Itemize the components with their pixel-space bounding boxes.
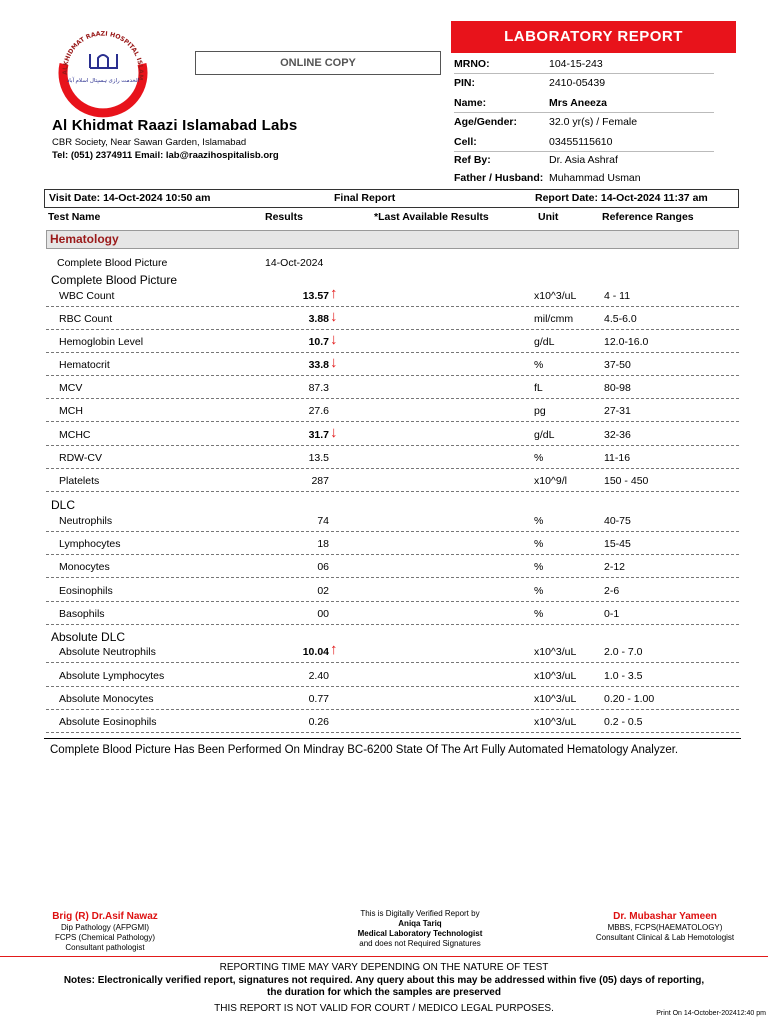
- test-name: MCHC: [59, 429, 91, 441]
- table-row: [46, 333, 739, 353]
- col-unit: Unit: [538, 211, 559, 223]
- test-name: RBC Count: [59, 313, 113, 325]
- test-result: 18: [317, 538, 329, 550]
- reference-range: 2.0 - 7.0: [604, 646, 643, 658]
- test-unit: %: [534, 452, 544, 464]
- reference-range: 12.0-16.0: [604, 336, 649, 348]
- test-result: 10.04: [302, 646, 329, 658]
- test-result: 287: [311, 475, 329, 487]
- report-date: Report Date: 14-Oct-2024 11:37 am: [535, 192, 708, 204]
- patient-name: Mrs Aneeza: [549, 97, 607, 109]
- divider: [44, 738, 741, 739]
- test-name: Hemoglobin Level: [59, 336, 144, 348]
- table-row: [46, 356, 739, 376]
- pin-label: PIN:: [454, 77, 475, 89]
- table-row: [46, 558, 739, 578]
- group-cbp: Complete Blood Picture: [51, 273, 178, 287]
- sample-date: 14-Oct-2024: [265, 257, 324, 269]
- table-row: [46, 713, 739, 733]
- signatory-left-qual2: FCPS (Chemical Pathology): [54, 933, 156, 942]
- test-name: Hematocrit: [59, 359, 110, 371]
- test-unit: x10^3/uL: [534, 693, 577, 705]
- test-result: 74: [317, 515, 329, 527]
- table-row: [46, 310, 739, 330]
- test-name: WBC Count: [59, 290, 115, 302]
- test-name: Absolute Monocytes: [59, 693, 154, 705]
- table-row: [46, 512, 739, 532]
- signatory-left-title: Consultant pathologist: [65, 943, 145, 952]
- arrow-up-icon: ↑: [330, 285, 338, 302]
- test-result: 33.8: [308, 359, 329, 371]
- arrow-up-icon: ↑: [330, 641, 338, 658]
- signatory-right-qual: MBBS, FCPS(HAEMATOLOGY): [607, 923, 723, 932]
- test-unit: %: [534, 515, 544, 527]
- test-name: Lymphocytes: [59, 538, 121, 550]
- footer-notes-line1: Notes: Electronically verified report, signatures not required. Any query about this may be addressed within five (05) days of reporting,: [63, 975, 705, 986]
- test-result: 00: [317, 608, 329, 620]
- reference-range: 2-6: [604, 585, 620, 597]
- table-row: [46, 582, 739, 602]
- report-status: Final Report: [334, 192, 396, 204]
- age-gender-label: Age/Gender:: [454, 116, 518, 128]
- lab-address: CBR Society, Near Sawan Garden, Islamabad: [52, 137, 247, 148]
- col-test-name: Test Name: [48, 211, 101, 223]
- ref-by-label: Ref By:: [454, 154, 491, 166]
- logo-ring-text: ALKHIDMAT RAAZI HOSPITAL ISLAM: [61, 30, 145, 81]
- test-name: Monocytes: [59, 561, 110, 573]
- reference-range: 0-1: [604, 608, 620, 620]
- visit-info-bar: [44, 189, 739, 208]
- test-result: 87.3: [308, 382, 329, 394]
- test-unit: fL: [534, 382, 543, 394]
- test-name: Neutrophils: [59, 515, 113, 527]
- signatory-right-title: Consultant Clinical & Lab Hemotologist: [595, 933, 735, 942]
- test-unit: %: [534, 538, 544, 550]
- arrow-down-icon: ↓: [330, 424, 338, 441]
- verify-line1: This is Digitally Verified Report by: [360, 909, 480, 918]
- test-result: 06: [317, 561, 329, 573]
- test-result: 27.6: [308, 405, 329, 417]
- test-unit: %: [534, 561, 544, 573]
- group-dlc: DLC: [51, 498, 76, 512]
- footer-notes: [0, 975, 768, 999]
- reference-range: 32-36: [604, 429, 631, 441]
- pin-value: 2410-05439: [549, 77, 606, 89]
- lab-contact: Tel: (051) 2374911 Email: lab@raazihospitalisb.org: [52, 150, 279, 161]
- test-name: MCH: [59, 405, 83, 417]
- test-name: Absolute Lymphocytes: [59, 670, 165, 682]
- test-result: 02: [317, 585, 329, 597]
- reference-range: 4.5-6.0: [604, 313, 637, 325]
- test-unit: %: [534, 608, 544, 620]
- logo-urdu-text: الخدمت رازی ہسپتال اسلام آباد: [66, 78, 140, 84]
- group-absolute-dlc: Absolute DLC: [51, 630, 126, 644]
- verifier-name: Aniqa Tariq: [398, 919, 442, 928]
- sample-label: Complete Blood Picture: [57, 257, 168, 269]
- table-row: [46, 535, 739, 555]
- test-result: 13.57: [302, 290, 329, 302]
- test-unit: g/dL: [534, 336, 555, 348]
- col-last-results: *Last Available Results: [374, 211, 489, 223]
- lab-name: Al Khidmat Raazi Islamabad Labs: [52, 117, 298, 134]
- test-name: Platelets: [59, 475, 100, 487]
- online-copy-label: ONLINE COPY: [195, 51, 441, 75]
- arrow-down-icon: ↓: [330, 331, 338, 348]
- verifier-role: Medical Laboratory Technologist: [357, 929, 483, 938]
- name-label: Name:: [454, 97, 487, 109]
- hospital-logo: [50, 20, 156, 126]
- signatory-left-qual1: Dip Pathology (AFPGMI): [60, 923, 150, 932]
- test-unit: x10^9/l: [534, 475, 567, 487]
- col-results: Results: [265, 211, 303, 223]
- father-husband-value: Muhammad Usman: [549, 172, 641, 184]
- section-title: Hematology: [50, 232, 119, 246]
- table-row: [46, 402, 739, 422]
- test-unit: x10^3/uL: [534, 670, 577, 682]
- test-name: Absolute Neutrophils: [59, 646, 156, 658]
- reference-range: 15-45: [604, 538, 631, 550]
- col-reference-range: Reference Ranges: [602, 211, 694, 223]
- ref-by-value: Dr. Asia Ashraf: [549, 154, 618, 166]
- signatory-left-name: Brig (R) Dr.Asif Nawaz: [52, 911, 158, 922]
- test-result: 31.7: [308, 429, 329, 441]
- test-result: 0.77: [308, 693, 329, 705]
- visit-date: Visit Date: 14-Oct-2024 10:50 am: [49, 192, 211, 204]
- footer-reporting-time: REPORTING TIME MAY VARY DEPENDING ON THE NATURE OF TEST: [219, 962, 549, 973]
- footer-divider: [0, 956, 768, 957]
- test-unit: %: [534, 585, 544, 597]
- section-hematology: [46, 230, 739, 249]
- table-row: [46, 643, 739, 663]
- test-unit: g/dL: [534, 429, 555, 441]
- report-title-banner: LABORATORY REPORT: [451, 21, 736, 53]
- test-result: 2.40: [308, 670, 329, 682]
- footer-legal-disclaimer: THIS REPORT IS NOT VALID FOR COURT / MEDICO LEGAL PURPOSES.: [214, 1003, 554, 1014]
- test-result: 10.7: [308, 336, 329, 348]
- table-row: [46, 426, 739, 446]
- reference-range: 37-50: [604, 359, 631, 371]
- signatory-right-name: Dr. Mubashar Yameen: [613, 911, 717, 922]
- table-row: [46, 379, 739, 399]
- test-unit: %: [534, 359, 544, 371]
- signature-left: [30, 910, 180, 953]
- footer-notes-line2: the duration for which the samples are preserved: [267, 987, 501, 998]
- reference-range: 150 - 450: [604, 475, 649, 487]
- table-row: [46, 667, 739, 687]
- table-row: [46, 472, 739, 492]
- reference-range: 11-16: [604, 452, 631, 464]
- arrow-down-icon: ↓: [330, 354, 338, 371]
- test-result: 0.26: [308, 716, 329, 728]
- arrow-down-icon: ↓: [330, 308, 338, 325]
- test-name: Absolute Eosinophils: [59, 716, 157, 728]
- father-husband-label: Father / Husband:: [454, 172, 544, 184]
- test-name: RDW-CV: [59, 452, 102, 464]
- test-unit: x10^3/uL: [534, 716, 577, 728]
- test-result: 3.88: [308, 313, 329, 325]
- reference-range: 27-31: [604, 405, 631, 417]
- reference-range: 80-98: [604, 382, 631, 394]
- reference-range: 4 - 11: [604, 290, 631, 302]
- test-unit: x10^3/uL: [534, 290, 577, 302]
- test-name: Eosinophils: [59, 585, 113, 597]
- print-timestamp: Print On 14-October-202412:40 pm: [656, 1010, 766, 1017]
- table-row: [46, 287, 739, 307]
- svg-text:ALKHIDMAT RAAZI HOSPITAL ISLAM: [50, 20, 144, 81]
- cell-value: 03455115610: [549, 136, 613, 148]
- reference-range: 40-75: [604, 515, 631, 527]
- mrno-value: 104-15-243: [549, 58, 603, 70]
- test-unit: pg: [534, 405, 546, 417]
- mrno-label: MRNO:: [454, 58, 490, 70]
- test-unit: x10^3/uL: [534, 646, 577, 658]
- test-result: 13.5: [308, 452, 329, 464]
- table-row: [46, 449, 739, 469]
- reference-range: 2-12: [604, 561, 626, 573]
- reference-range: 0.20 - 1.00: [604, 693, 655, 705]
- cell-label: Cell:: [454, 136, 477, 148]
- verify-line3: and does not Required Signatures: [359, 939, 481, 948]
- age-gender-value: 32.0 yr(s) / Female: [549, 116, 638, 128]
- test-unit: mil/cmm: [534, 313, 574, 325]
- analyzer-footnote: Complete Blood Picture Has Been Performed On Mindray BC-6200 State Of The Art Fully Automated Hematology Analyzer.: [50, 744, 679, 756]
- reference-range: 1.0 - 3.5: [604, 670, 643, 682]
- test-name: Basophils: [59, 608, 105, 620]
- signature-right: [570, 910, 760, 943]
- test-name: MCV: [59, 382, 83, 394]
- table-row: [46, 605, 739, 625]
- digital-verification: [330, 909, 510, 949]
- reference-range: 0.2 - 0.5: [604, 716, 643, 728]
- table-row: [46, 690, 739, 710]
